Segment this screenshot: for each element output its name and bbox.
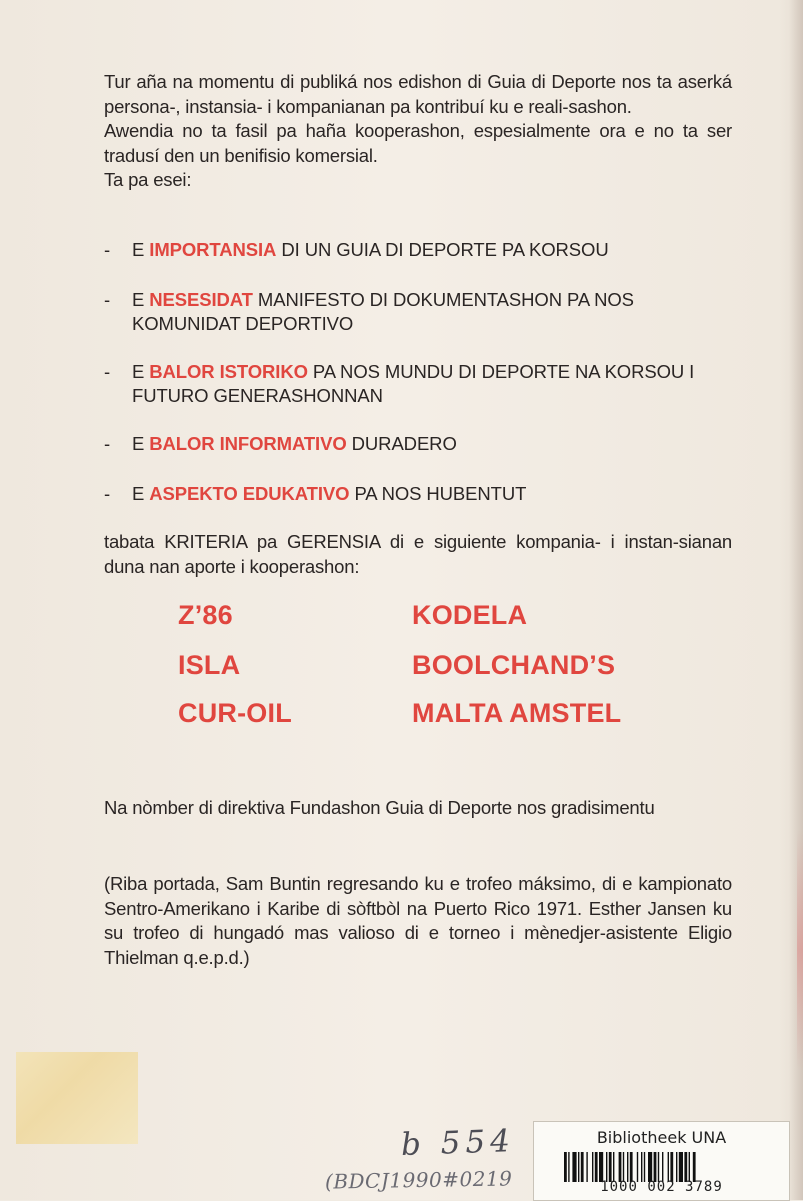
tape-residue — [16, 1052, 138, 1144]
barcode-number: 1000 002 3789 — [600, 1179, 723, 1195]
list-dash: - — [104, 289, 111, 310]
item-prefix: E — [132, 239, 150, 260]
intro-line-2: Awendia no ta fasil pa haña kooperashon, espesialmente ora e no ta ser tradusí den un benifisio komersial. — [104, 120, 732, 166]
item-highlight: IMPORTANSIA — [149, 239, 277, 260]
item-prefix: E — [132, 483, 150, 504]
item-highlight: BALOR ISTORIKO — [149, 361, 308, 382]
handwritten-reference: (BDCJ1990#0219 — [324, 1166, 513, 1194]
item-highlight: NESESIDAT — [149, 289, 253, 310]
page-edge-tint — [797, 830, 803, 1070]
criteria-list-item-5 — [104, 482, 744, 506]
library-name: Bibliotheek UNA — [596, 1128, 727, 1147]
item-suffix: PA NOS MUNDU DI DEPORTE NA KORSOU I FUTURO GENERASHONNAN — [132, 361, 695, 406]
board-thanks-text: Na nòmber di direktiva Fundashon Guia di Deporte nos gradisimentu — [104, 797, 655, 818]
item-prefix: E — [132, 361, 150, 382]
item-suffix: MANIFESTO DI DOKUMENTASHON PA NOS KOMUNIDAT DEPORTIVO — [132, 289, 634, 334]
sponsor-name: CUR-OIL — [178, 698, 292, 728]
barcode-icon — [564, 1152, 776, 1182]
intro-line-3: Ta pa esei: — [104, 169, 192, 190]
item-suffix: DURADERO — [346, 433, 457, 454]
list-dash: - — [104, 239, 111, 260]
intro-text — [104, 70, 732, 193]
item-highlight: BALOR INFORMATIVO — [149, 433, 347, 454]
cover-caption-text: (Riba portada, Sam Buntin regresando ku e trofeo máksimo, di e kampionato Sentro-Amerikano i Karibe di sòftbòl na Puerto Rico 1971. Esther Jansen ku su trofeo di hungadó mas valioso di e torneo i mènedjer-asistente Eligio Thielman q.e.p.d.) — [104, 873, 732, 968]
criteria-list-item-2 — [104, 288, 744, 336]
item-prefix: E — [132, 433, 150, 454]
criteria-list-item-4 — [104, 432, 744, 456]
sponsor-name: BOOLCHAND’S — [412, 650, 616, 680]
list-dash: - — [104, 483, 111, 504]
list-dash: - — [104, 361, 111, 382]
item-prefix: E — [132, 289, 150, 310]
item-suffix: PA NOS HUBENTUT — [349, 483, 527, 504]
item-highlight: ASPEKTO EDUKATIVO — [149, 483, 350, 504]
library-barcode-label — [533, 1121, 790, 1201]
list-dash: - — [104, 433, 111, 454]
intro-line-1: Tur aña na momentu di publiká nos edishon di Guia di Deporte nos ta aserká persona-, instansia- i kompanianan pa kontribuí ku e reali-sashon. — [104, 71, 732, 117]
criteria-list-item-3 — [104, 360, 744, 408]
criteria-list-item-1 — [104, 238, 744, 262]
sponsor-name: MALTA AMSTEL — [412, 698, 622, 728]
handwritten-call-number: b 554 — [400, 1123, 516, 1163]
sponsor-name: KODELA — [412, 600, 528, 630]
sponsor-name: Z’86 — [178, 600, 233, 630]
sponsor-name: ISLA — [178, 650, 241, 680]
item-suffix: DI UN GUIA DI DEPORTE PA KORSOU — [276, 239, 609, 260]
criteria-text: tabata KRITERIA pa GERENSIA di e siguiente kompania- i instan-sianan duna nan aporte i kooperashon: — [104, 531, 732, 577]
